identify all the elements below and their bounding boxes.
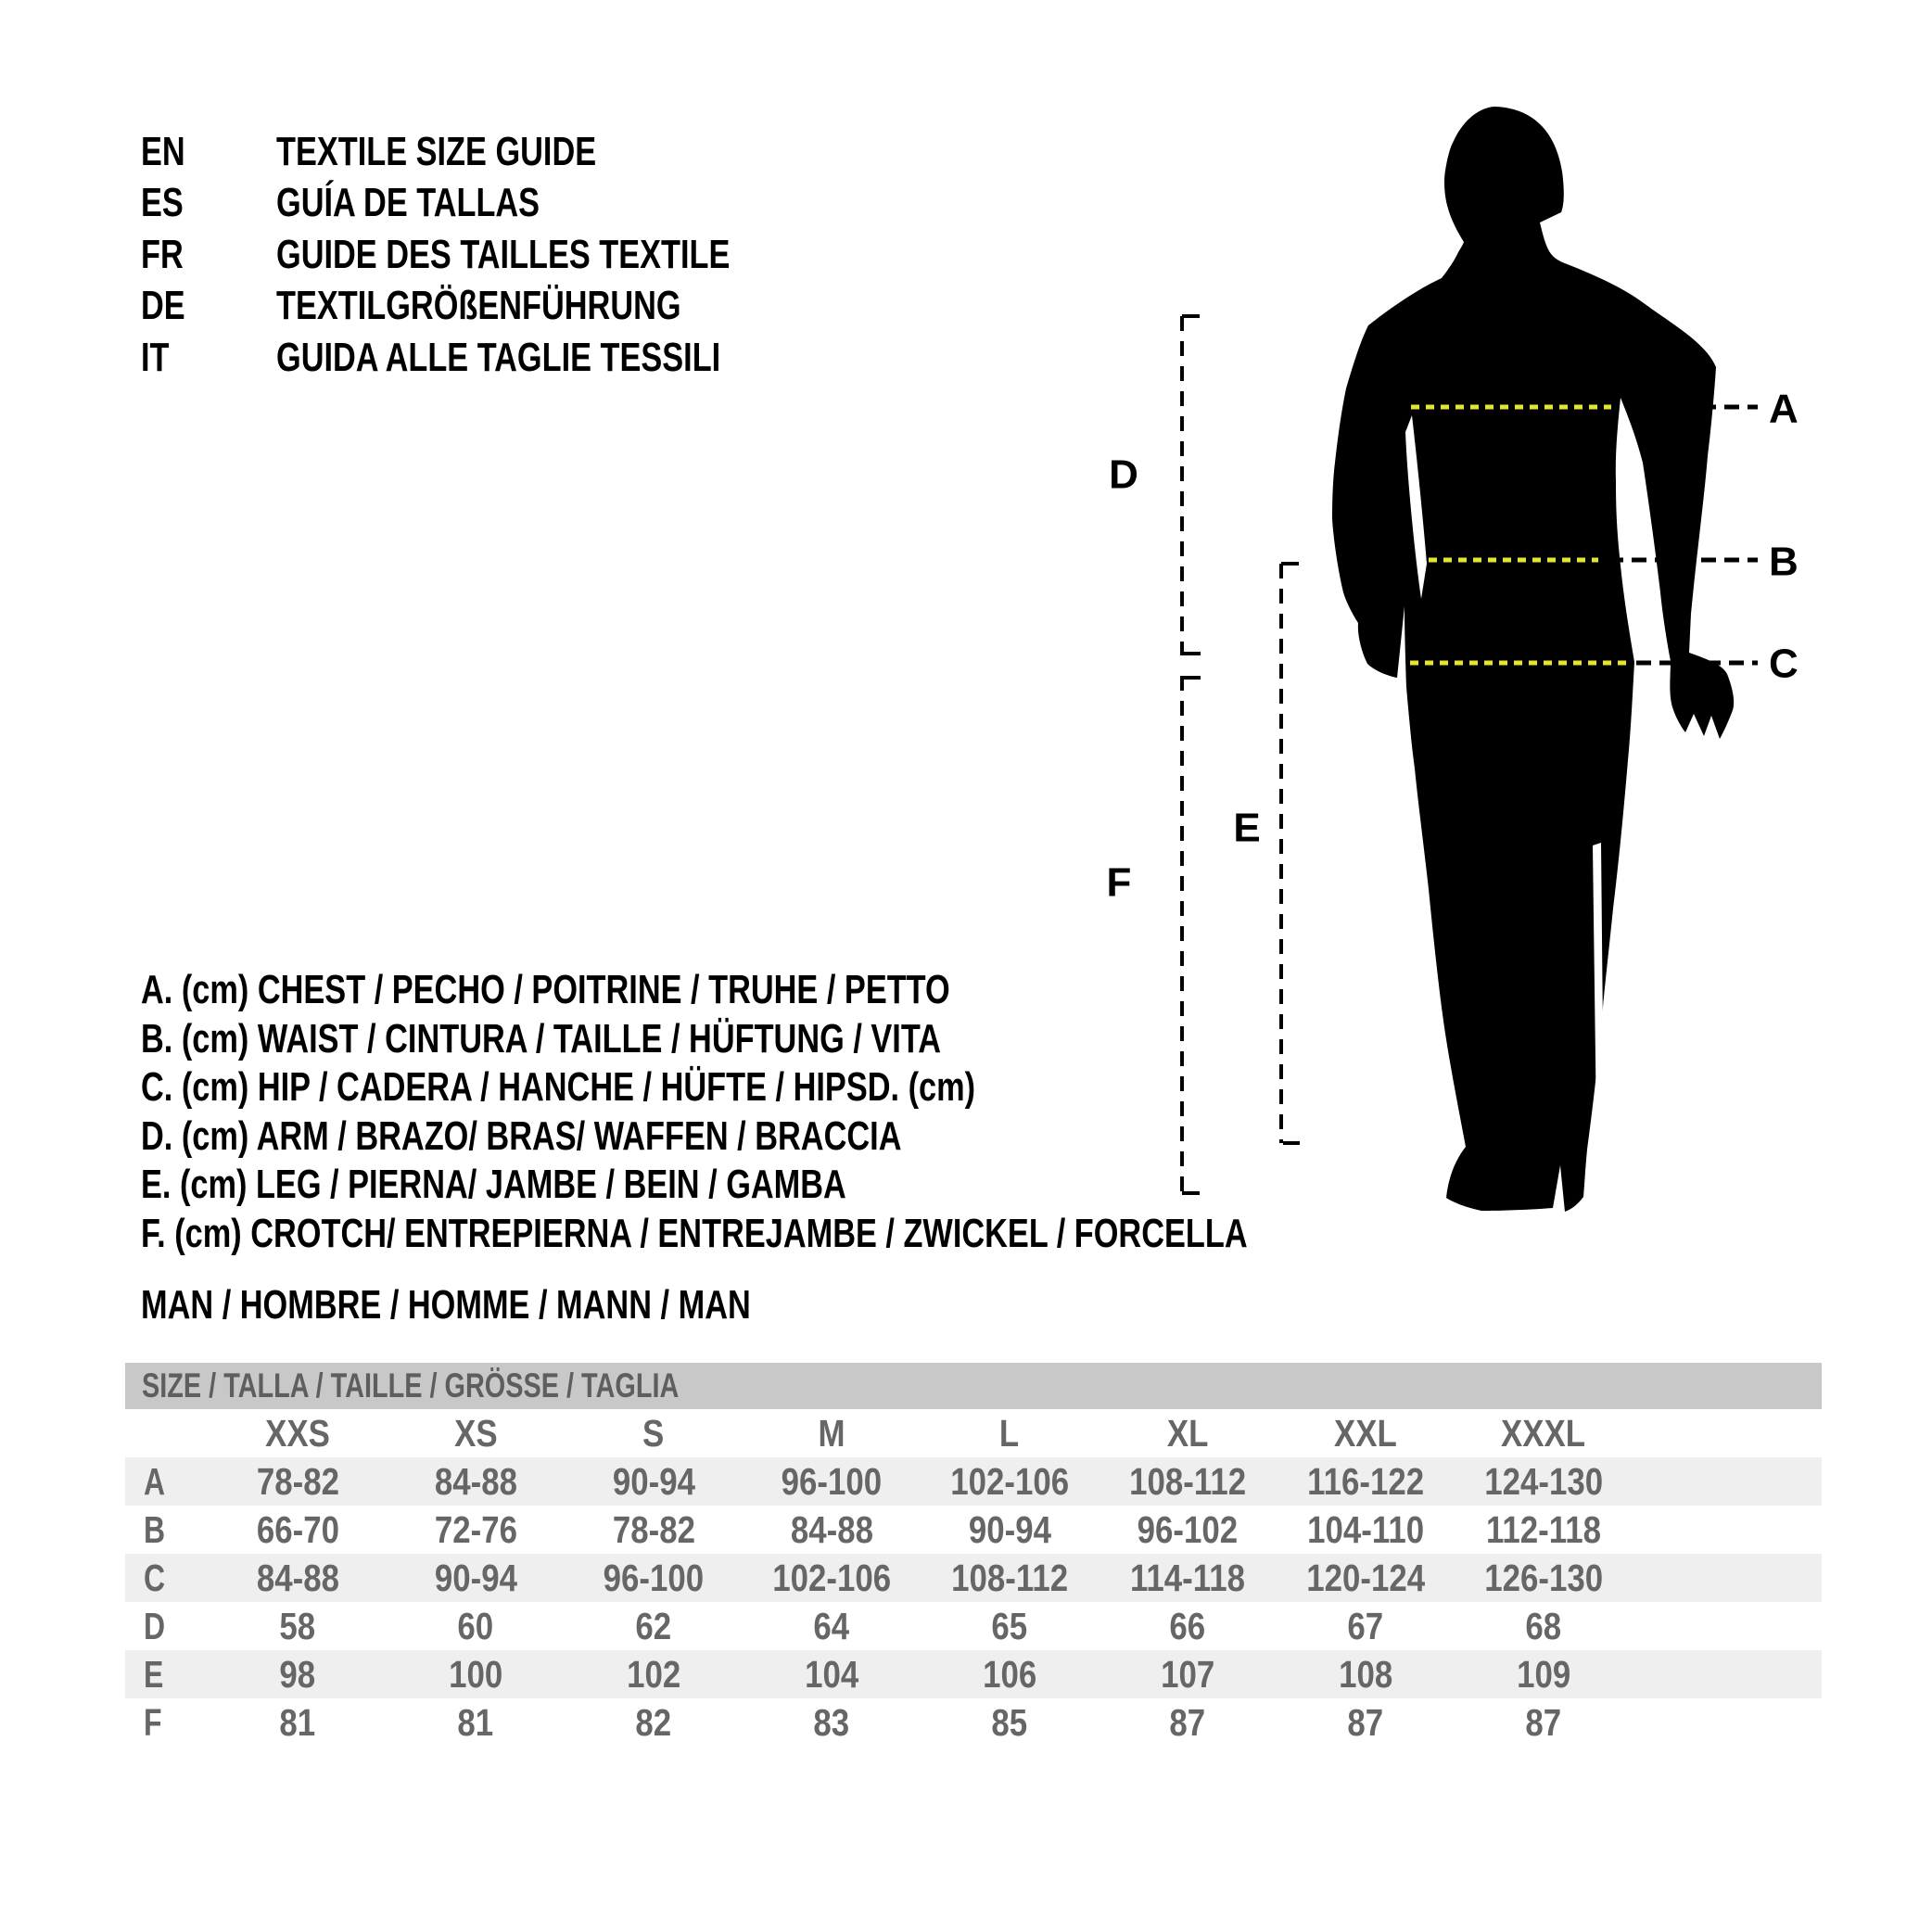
cell-value: 116-122 xyxy=(1307,1459,1424,1503)
cell-value: 68 xyxy=(1525,1604,1562,1647)
cell-value: 102-106 xyxy=(950,1459,1069,1503)
title-row-en xyxy=(141,126,858,177)
cell-value: 96-100 xyxy=(603,1556,705,1599)
table-row-hip xyxy=(125,1554,1822,1602)
table-header-band xyxy=(125,1363,1822,1409)
cell-value: 114-118 xyxy=(1129,1556,1246,1599)
size-col-xxs: XXS xyxy=(265,1411,330,1455)
row-label: E xyxy=(144,1652,164,1696)
cell-value: 84-88 xyxy=(256,1556,339,1599)
size-col-xxl: XXL xyxy=(1334,1411,1397,1455)
cell-value: 126-130 xyxy=(1484,1556,1603,1599)
table-header-band-label: SIZE / TALLA / TAILLE / GRÖSSE / TAGLIA xyxy=(142,1366,680,1405)
cell-value: 67 xyxy=(1347,1604,1384,1647)
table-row-chest xyxy=(125,1457,1822,1506)
cell-value: 72-76 xyxy=(434,1507,517,1551)
size-col-xs: XS xyxy=(453,1411,498,1455)
cell-value: 96-100 xyxy=(781,1459,883,1503)
size-table xyxy=(125,1363,1822,1747)
table-row-crotch xyxy=(125,1698,1822,1747)
measure-label-e: E xyxy=(1233,805,1261,851)
title-row-it xyxy=(141,332,858,383)
row-label: F xyxy=(144,1700,162,1744)
category-line: MAN / HOMBRE / HOMME / MANN / MAN xyxy=(141,1282,751,1328)
lang-code-de: DE xyxy=(141,283,185,329)
cell-value: 60 xyxy=(457,1604,494,1647)
cell-value: 120-124 xyxy=(1306,1556,1425,1599)
cell-value: 78-82 xyxy=(612,1507,695,1551)
size-header-row xyxy=(125,1409,1822,1457)
legend-item-c: C. (cm) HIP / CADERA / HANCHE / HÜFTE / HIPSD. (cm) xyxy=(141,1064,976,1111)
cell-value: 87 xyxy=(1525,1700,1562,1744)
row-label: A xyxy=(144,1459,166,1503)
title-row-de xyxy=(141,280,858,331)
cell-value: 106 xyxy=(982,1652,1037,1696)
cell-value: 112-118 xyxy=(1485,1507,1602,1551)
table-row-leg xyxy=(125,1650,1822,1698)
cell-value: 108-112 xyxy=(951,1556,1068,1599)
size-col-l: L xyxy=(999,1411,1020,1455)
cell-value: 109 xyxy=(1516,1652,1571,1696)
cell-value: 81 xyxy=(457,1700,494,1744)
cell-value: 108-112 xyxy=(1129,1459,1246,1503)
table-row-arm xyxy=(125,1602,1822,1650)
cell-value: 90-94 xyxy=(612,1459,695,1503)
cell-value: 96-102 xyxy=(1137,1507,1239,1551)
lang-code-it: IT xyxy=(141,334,170,380)
cell-value: 87 xyxy=(1347,1700,1384,1744)
table-row-waist xyxy=(125,1506,1822,1554)
title-de: TEXTILGRÖßENFÜHRUNG xyxy=(276,283,681,329)
cell-value: 84-88 xyxy=(790,1507,873,1551)
row-label: C xyxy=(144,1556,166,1599)
legend-item-f: F. (cm) CROTCH/ ENTREPIERNA / ENTREJAMBE / ZWICKEL / FORCELLA xyxy=(141,1210,1248,1256)
cell-value: 124-130 xyxy=(1484,1459,1603,1503)
cell-value: 85 xyxy=(991,1700,1028,1744)
cell-value: 84-88 xyxy=(434,1459,517,1503)
cell-value: 81 xyxy=(279,1700,316,1744)
cell-value: 58 xyxy=(279,1604,316,1647)
cell-value: 107 xyxy=(1160,1652,1215,1696)
size-col-s: S xyxy=(642,1411,665,1455)
legend-item-e: E. (cm) LEG / PIERNA/ JAMBE / BEIN / GAMBA xyxy=(141,1162,846,1208)
measure-label-b: B xyxy=(1769,539,1799,585)
size-col-xl: XL xyxy=(1166,1411,1209,1455)
cell-value: 98 xyxy=(279,1652,316,1696)
size-col-xxxl: XXXL xyxy=(1501,1411,1586,1455)
cell-value: 65 xyxy=(991,1604,1028,1647)
cell-value: 87 xyxy=(1169,1700,1206,1744)
cell-value: 66 xyxy=(1169,1604,1206,1647)
cell-value: 102-106 xyxy=(772,1556,891,1599)
measure-label-c: C xyxy=(1769,641,1799,687)
measure-label-a: A xyxy=(1769,386,1799,432)
legend-item-a: A. (cm) CHEST / PECHO / POITRINE / TRUHE / PETTO xyxy=(141,967,950,1012)
cell-value: 104 xyxy=(804,1652,859,1696)
cell-value: 108 xyxy=(1338,1652,1393,1696)
measure-label-f: F xyxy=(1106,859,1132,906)
row-label: B xyxy=(144,1507,166,1551)
cell-value: 62 xyxy=(635,1604,672,1647)
cell-value: 64 xyxy=(813,1604,850,1647)
lang-code-en: EN xyxy=(141,129,185,174)
title-fr: GUIDE DES TAILLES TEXTILE xyxy=(276,231,731,277)
title-it: GUIDA ALLE TAGLIE TESSILI xyxy=(276,334,721,380)
cell-value: 104-110 xyxy=(1307,1507,1424,1551)
measure-label-d: D xyxy=(1109,451,1138,498)
cell-value: 82 xyxy=(635,1700,672,1744)
size-col-m: M xyxy=(818,1411,845,1455)
measurement-legend xyxy=(141,966,1559,1259)
title-row-fr xyxy=(141,229,858,280)
title-row-es xyxy=(141,177,858,228)
title-es: GUÍA DE TALLAS xyxy=(276,180,540,226)
row-label: D xyxy=(144,1604,166,1647)
cell-value: 102 xyxy=(626,1652,681,1696)
title-en: TEXTILE SIZE GUIDE xyxy=(276,129,597,174)
language-titles xyxy=(141,126,858,383)
cell-value: 78-82 xyxy=(256,1459,339,1503)
legend-item-b: B. (cm) WAIST / CINTURA / TAILLE / HÜFTUNG / VITA xyxy=(141,1015,942,1061)
cell-value: 100 xyxy=(448,1652,503,1696)
cell-value: 90-94 xyxy=(434,1556,517,1599)
legend-item-d: D. (cm) ARM / BRAZO/ BRAS/ WAFFEN / BRACCIA xyxy=(141,1112,902,1159)
cell-value: 83 xyxy=(813,1700,850,1744)
lang-code-es: ES xyxy=(141,180,184,226)
cell-value: 90-94 xyxy=(968,1507,1051,1551)
lang-code-fr: FR xyxy=(141,231,184,277)
cell-value: 66-70 xyxy=(256,1507,339,1551)
